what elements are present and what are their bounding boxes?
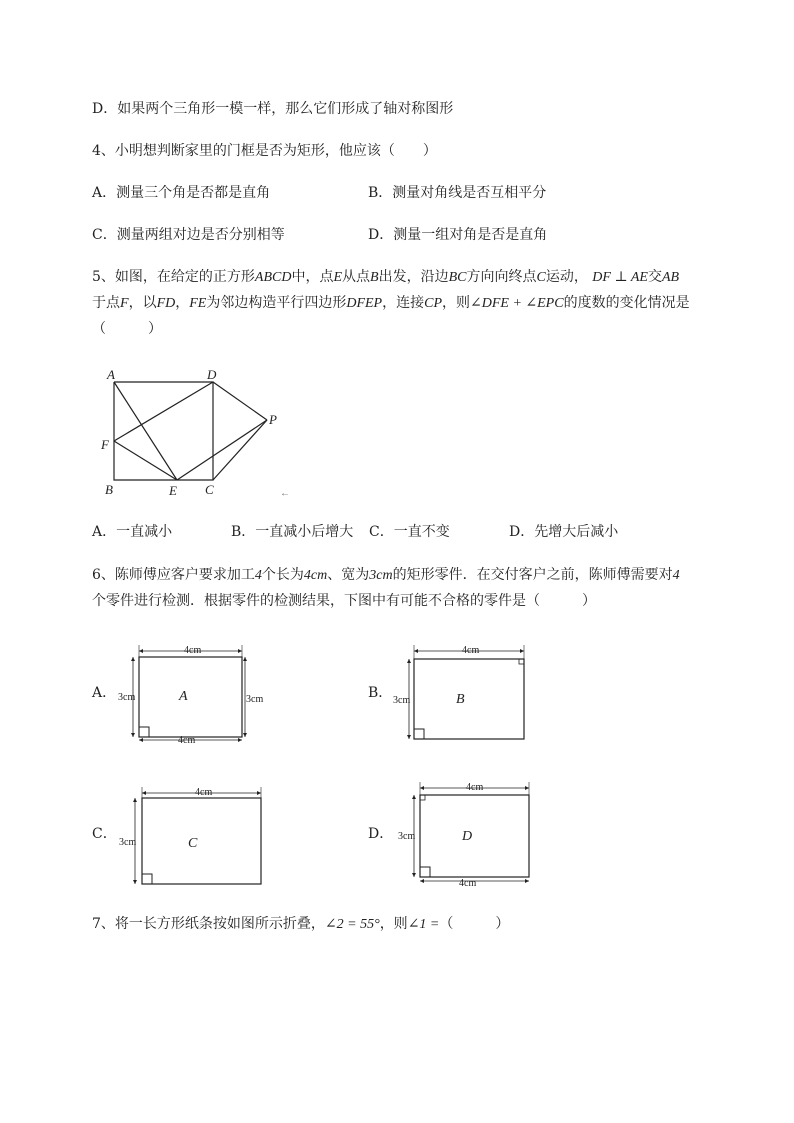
q5-option-d: D．先增大后减小 [509,524,619,540]
figure-c-name: C [188,836,198,851]
figure-a [118,645,263,746]
figure-d [398,782,529,889]
q5-stem-line2: 于点F，以FD，FE为邻边构造平行四边形DFEP，连接CP，则∠DFE + ∠EPC的度数的变化情况是 [92,295,690,311]
q4-option-d: D．测量一组对角是否是直角 [368,227,548,243]
figure-b-name: B [456,692,465,707]
q5-stem-line1: 5、如图，在给定的正方形ABCD中，点E从点B出发，沿边BC方向向终点C运动， DF ⊥ AE交AB [92,269,680,285]
point-label-p: P [269,412,277,427]
figure-b-left-label: 3cm [393,695,411,706]
q6-label-a: A． [92,685,117,701]
figure-a-right-label: 3cm [246,694,264,705]
q5-option-b: B．一直减小后增大 [231,524,354,540]
q5-option-a: A．一直减小 [92,524,173,540]
figure-d-top-label: 4cm [466,782,484,793]
figure-d-left-label: 3cm [398,831,416,842]
figure-a-bottom-label: 4cm [178,735,196,746]
q4-stem: 4、小明想判断家里的门框是否为矩形，他应该（ ） [92,143,437,159]
q5-option-c: C．一直不变 [369,524,450,540]
figure-a-name: A [179,689,188,704]
q5-stem-line3: （ ） [92,321,162,337]
figure-a-top-label: 4cm [184,645,202,656]
point-label-a: A [107,367,115,382]
q6-label-c: C． [92,826,117,842]
q6-stem-line2: 个零件进行检测．根据零件的检测结果，下图中有可能不合格的零件是（ ） [92,593,596,609]
figure-d-name: D [462,829,473,844]
figure-c [119,787,261,884]
point-label-f: F [101,437,109,452]
point-label-d: D [207,367,217,382]
q3-option-d: D．如果两个三角形一模一样，那么它们形成了轴对称图形 [92,101,454,117]
figure-d-bottom-label: 4cm [459,878,477,889]
q6-label-d: D． [368,826,394,842]
return-mark: ← [280,488,290,499]
figure-a-left-label: 3cm [118,692,136,703]
point-label-b: B [105,482,113,497]
figure-c-top-label: 4cm [195,787,213,798]
q6-stem-line1: 6、陈师傅应客户要求加工4个长为4cm、宽为3cm的矩形零件．在交付客户之前，陈师傅需要对4 [92,567,680,583]
figure-c-left-label: 3cm [119,837,137,848]
q4-option-c: C．测量两组对边是否分别相等 [92,227,285,243]
figure-b-top-label: 4cm [462,645,480,656]
q6-label-b: B． [368,685,393,701]
point-label-e: E [169,483,177,498]
q7-stem: 7、将一长方形纸条按如图所示折叠，∠2 = 55°，则∠1 =（ ） [92,916,510,932]
point-label-c: C [205,482,214,497]
q4-option-a: A．测量三个角是否都是直角 [92,185,271,201]
q4-option-b: B．测量对角线是否互相平分 [368,185,547,201]
figure-b [393,645,524,739]
